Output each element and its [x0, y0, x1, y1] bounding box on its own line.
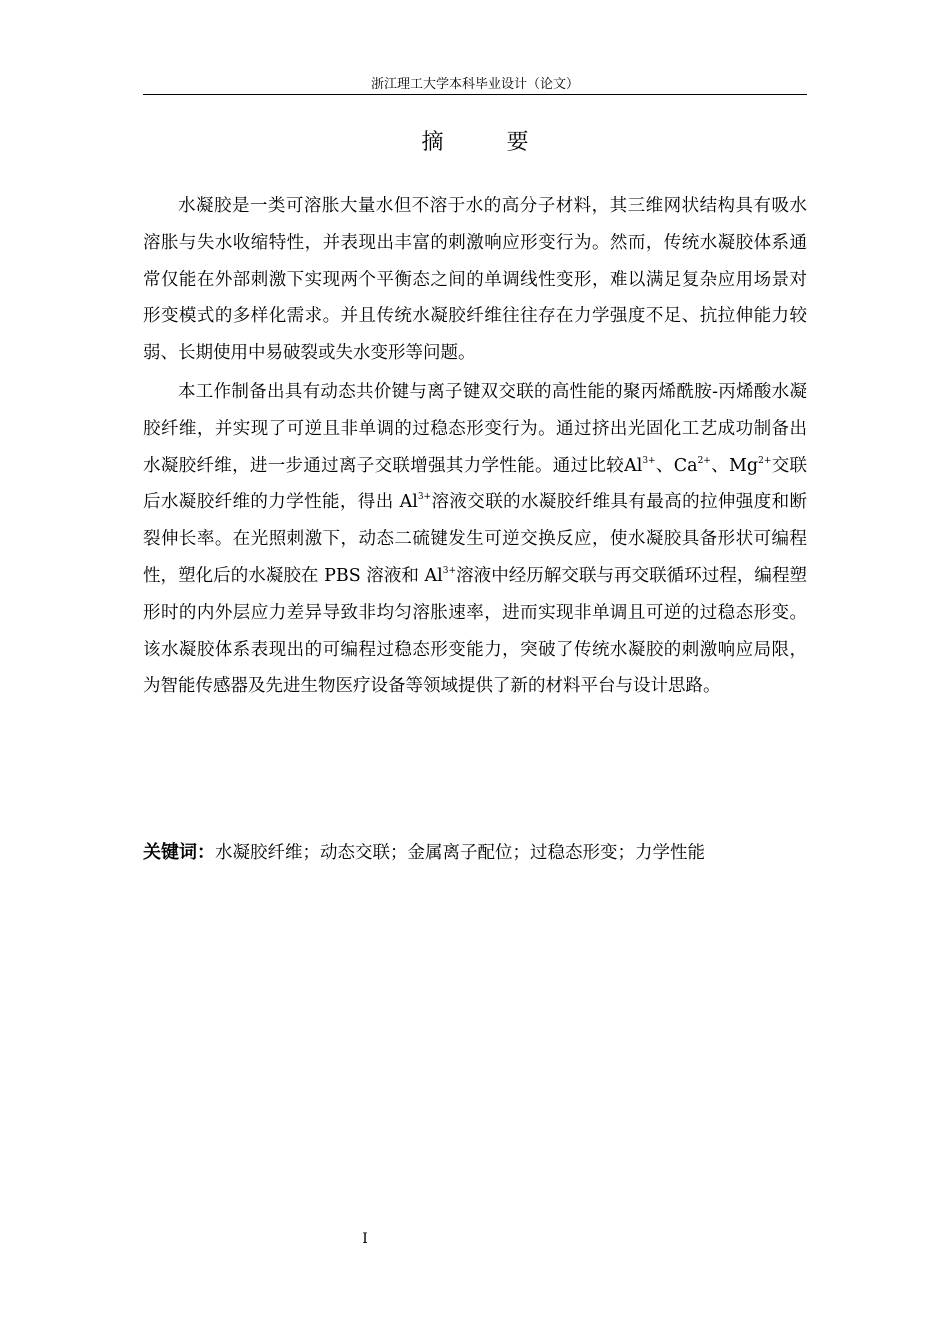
ion-aluminum-3: Al — [424, 565, 443, 586]
page-number: I — [362, 1231, 368, 1247]
separator-2: 、 — [710, 455, 729, 476]
separator-1: 、 — [655, 455, 674, 476]
abstract-paragraph-1: 水凝胶是一类可溶胀大量水但不溶于水的高分子材料，其三维网状结构具有吸水溶胀与失水收缩特性，并表现出丰富的刺激响应形变行为。然而，传统水凝胶体系通常仅能在外部刺激下实现两个平衡态之间的单调线性变形，难以满足复杂应用场景对形变模式的多样化需求。并且传统水凝胶纤维往往存在力学强度不足、抗拉伸能力较弱、长期使用中易破裂或失水变形等问题。 — [143, 196, 807, 364]
running-header: 浙江理工大学本科毕业设计（论文） — [370, 77, 579, 92]
abstract-paragraph-2 — [143, 374, 807, 705]
ion-calcium: Ca — [673, 455, 698, 476]
abstract-body — [143, 188, 807, 705]
ion-charge-5: 3+ — [442, 565, 457, 576]
paragraph-2-text-c: 溶液交联的水凝胶纤维具有最高的拉伸强度和断裂伸长率。在光照刺激下，动态二硫键发生可逆交换反应，使水凝胶具备形状可编程性，塑化后的水凝胶在 PBS 溶液和 — [143, 492, 808, 586]
ion-magnesium: Mg — [728, 455, 759, 476]
ion-aluminum-2: Al — [399, 492, 418, 513]
paragraph-2-text-b: 交联后水凝胶纤维的力学性能，得出 — [143, 455, 808, 513]
ion-charge-4: 3+ — [417, 492, 432, 503]
keywords-value: 水凝胶纤维；动态交联；金属离子配位；过稳态形变；力学性能 — [215, 843, 705, 863]
keywords-line — [143, 838, 807, 868]
ion-charge-2: 2+ — [697, 455, 711, 466]
keywords-label: 关键词： — [143, 842, 215, 863]
ion-charge-3: 2+ — [758, 455, 772, 466]
ion-charge-1: 3+ — [642, 455, 656, 466]
paragraph-2-text-d: 溶液中经历解交联与再交联循环过程，编程塑形时的内外层应力差异导致非均匀溶胀速率，进而实现非单调且可逆的过稳态形变。该水凝胶体系表现出的可编程过稳态形变能力，突破了传统水凝胶的刺激响应局限，为智能传感器及先进生物医疗设备等领域提供了新的材料平台与设计思路。 — [143, 565, 807, 697]
abstract-title: 摘 要 — [421, 130, 557, 155]
ion-aluminum-1: Al — [624, 455, 643, 476]
header-rule — [143, 94, 807, 95]
paragraph-2-text-a: 本工作制备出具有动态共价键与离子键双交联的高性能的聚丙烯酰胺-丙烯酸水凝胶纤维，并实现了可逆且非单调的过稳态形变行为。通过挤出光固化工艺成功制备出水凝胶纤维，进一步通过离子交联增强其力学性能。通过比较 — [143, 381, 807, 476]
